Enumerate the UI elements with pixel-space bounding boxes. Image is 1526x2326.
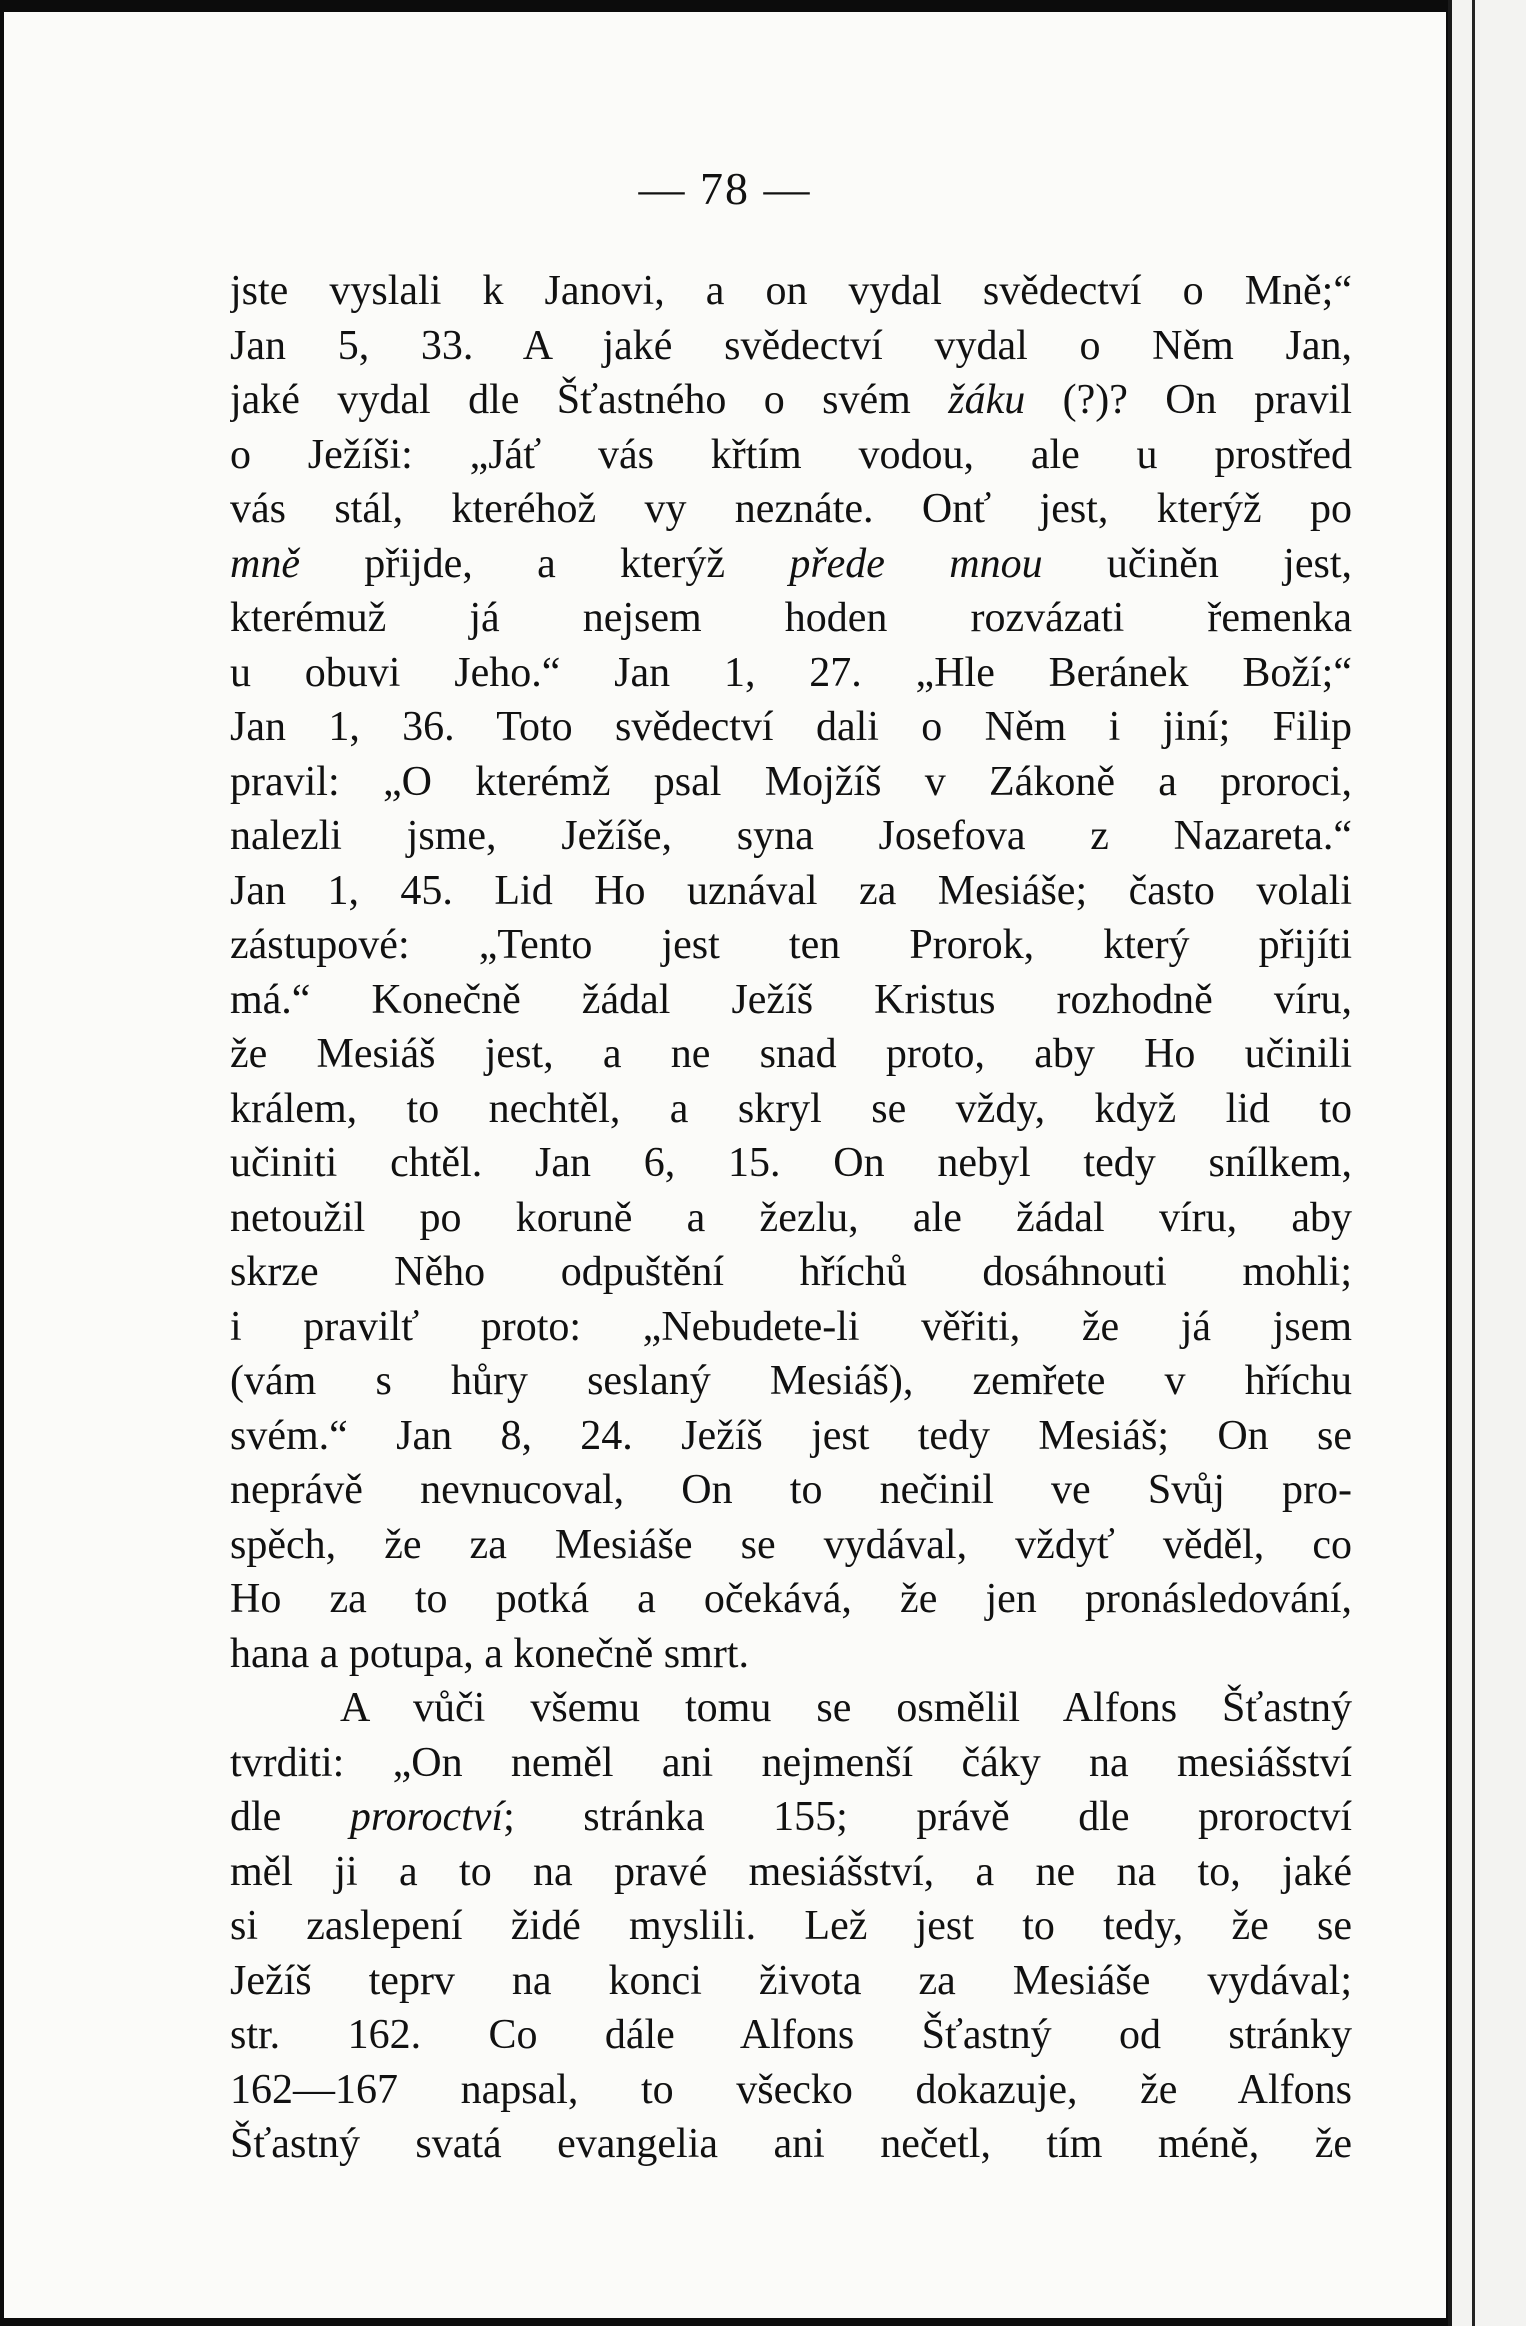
- text-segment: Ho za to potká a očekává, že jen pronásledování,: [230, 1576, 1352, 1622]
- text-segment: vás stál, kteréhož vy neznáte. Onť jest, kterýž po: [230, 486, 1352, 532]
- text-line: [230, 1790, 1352, 1845]
- text-segment: dle: [230, 1794, 350, 1840]
- text-line: [230, 755, 1352, 810]
- text-segment: si zaslepení židé myslili. Lež jest to tedy, že se: [230, 1903, 1352, 1949]
- text-segment: hana a potupa, a konečně smrt.: [230, 1630, 749, 1677]
- text-segment: netoužil po koruně a žezlu, ale žádal víru, aby: [230, 1194, 1352, 1241]
- text-line: [230, 1027, 1352, 1082]
- text-line: [230, 1082, 1352, 1137]
- book-page: [4, 12, 1446, 2318]
- page-edge-line: [1472, 0, 1475, 2326]
- text-line: [230, 2063, 1352, 2118]
- italic-text: mně: [230, 540, 300, 587]
- text-line: [230, 1245, 1352, 1300]
- text-line: [230, 482, 1352, 537]
- text-segment: (vám s hůry seslaný Mesiáš), zemřete v hříchu: [230, 1358, 1352, 1404]
- text-segment: Jan 1, 36. Toto svědectví dali o Něm i jiní; Filip: [230, 704, 1352, 750]
- text-line: [230, 1845, 1352, 1900]
- text-line: [230, 1463, 1352, 1518]
- text-line: [230, 264, 1352, 319]
- text-line: [230, 1354, 1352, 1409]
- text-line: [230, 700, 1352, 755]
- text-segment: A vůči všemu tomu se osmělil Alfons Šťastný: [340, 1685, 1352, 1731]
- text-line: [230, 373, 1352, 428]
- text-segment: str. 162. Co dále Alfons Šťastný od stránky: [230, 2012, 1352, 2058]
- text-line: [230, 1136, 1352, 1191]
- text-line: [230, 2008, 1352, 2063]
- text-line: [230, 1627, 1352, 1682]
- text-segment: kterémuž já nejsem hoden rozvázati řemenka: [230, 595, 1352, 641]
- text-line: [230, 319, 1352, 374]
- text-segment: jste vyslali k Janovi, a on vydal svědectví o Mně;“: [230, 268, 1352, 314]
- text-line: [230, 1681, 1352, 1736]
- text-line: [230, 646, 1352, 701]
- text-line: [230, 1899, 1352, 1954]
- text-line: [230, 591, 1352, 646]
- page-edge-strip: [1448, 0, 1526, 2326]
- text-line: [230, 1191, 1352, 1246]
- text-segment: měl ji a to na pravé mesiášství, a ne na to, jaké: [230, 1848, 1352, 1895]
- text-line: [230, 1300, 1352, 1355]
- text-segment: učiniti chtěl. Jan 6, 15. On nebyl tedy snílkem,: [230, 1140, 1352, 1186]
- text-line: [230, 1409, 1352, 1464]
- text-segment: králem, to nechtěl, a skryl se vždy, když lid to: [230, 1085, 1352, 1132]
- text-segment: pravil: „O kterémž psal Mojžíš v Zákoně a proroci,: [230, 758, 1352, 805]
- text-line: [230, 973, 1352, 1028]
- text-segment: tvrditi: „On neměl ani nejmenší čáky na mesiášství: [230, 1739, 1352, 1786]
- text-line: [230, 809, 1352, 864]
- text-line: [230, 1518, 1352, 1573]
- text-segment: (?)? On pravil: [1025, 377, 1352, 423]
- body-text: [230, 264, 1352, 2172]
- text-segment: učiněn jest,: [1042, 540, 1352, 587]
- text-segment: o Ježíši: „Jáť vás křtím vodou, ale u prostřed: [230, 431, 1352, 478]
- italic-text: přede mnou: [789, 540, 1043, 587]
- text-segment: spěch, že za Mesiáše se vydával, vždyť věděl, co: [230, 1521, 1352, 1568]
- text-line: [230, 1954, 1352, 2009]
- text-line: [230, 1736, 1352, 1791]
- text-segment: Ježíš teprv na konci života za Mesiáše vydával;: [230, 1957, 1352, 2004]
- text-segment: má.“ Konečně žádal Ježíš Kristus rozhodně víru,: [230, 976, 1352, 1023]
- text-segment: nalezli jsme, Ježíše, syna Josefova z Nazareta.“: [230, 813, 1352, 859]
- text-segment: ; stránka 155; právě dle proroctví: [503, 1794, 1352, 1840]
- text-segment: jaké vydal dle Šťastného o svém: [230, 377, 949, 423]
- text-segment: 162—167 napsal, to všecko dokazuje, že Alfons: [230, 2066, 1352, 2113]
- text-segment: Šťastný svatá evangelia ani nečetl, tím méně, že: [230, 2121, 1352, 2167]
- text-line: [230, 918, 1352, 973]
- text-segment: skrze Něho odpuštění hříchů dosáhnouti mohli;: [230, 1249, 1352, 1295]
- text-line: [230, 2117, 1352, 2172]
- text-segment: i pravilť proto: „Nebudete-li věřiti, že já jsem: [230, 1303, 1352, 1350]
- text-segment: svém.“ Jan 8, 24. Ježíš jest tedy Mesiáš; On se: [230, 1412, 1352, 1459]
- page-number: — 78 —: [638, 163, 812, 214]
- text-segment: že Mesiáš jest, a ne snad proto, aby Ho učinili: [230, 1031, 1352, 1077]
- text-line: [230, 864, 1352, 919]
- text-segment: Jan 1, 45. Lid Ho uznával za Mesiáše; často volali: [230, 867, 1352, 914]
- text-line: [230, 428, 1352, 483]
- text-segment: zástupové: „Tento jest ten Prorok, který přijíti: [230, 922, 1352, 968]
- text-line: [230, 537, 1352, 592]
- text-segment: neprávě nevnucoval, On to nečinil ve Svůj pro-: [230, 1467, 1352, 1513]
- text-line: [230, 1572, 1352, 1627]
- text-segment: u obuvi Jeho.“ Jan 1, 27. „Hle Beránek Boží;“: [230, 649, 1352, 696]
- italic-text: proroctví: [349, 1794, 504, 1840]
- italic-text: žáku: [948, 377, 1026, 423]
- text-segment: přijde, a kterýž: [299, 540, 790, 587]
- text-segment: Jan 5, 33. A jaké svědectví vydal o Něm Jan,: [230, 322, 1352, 369]
